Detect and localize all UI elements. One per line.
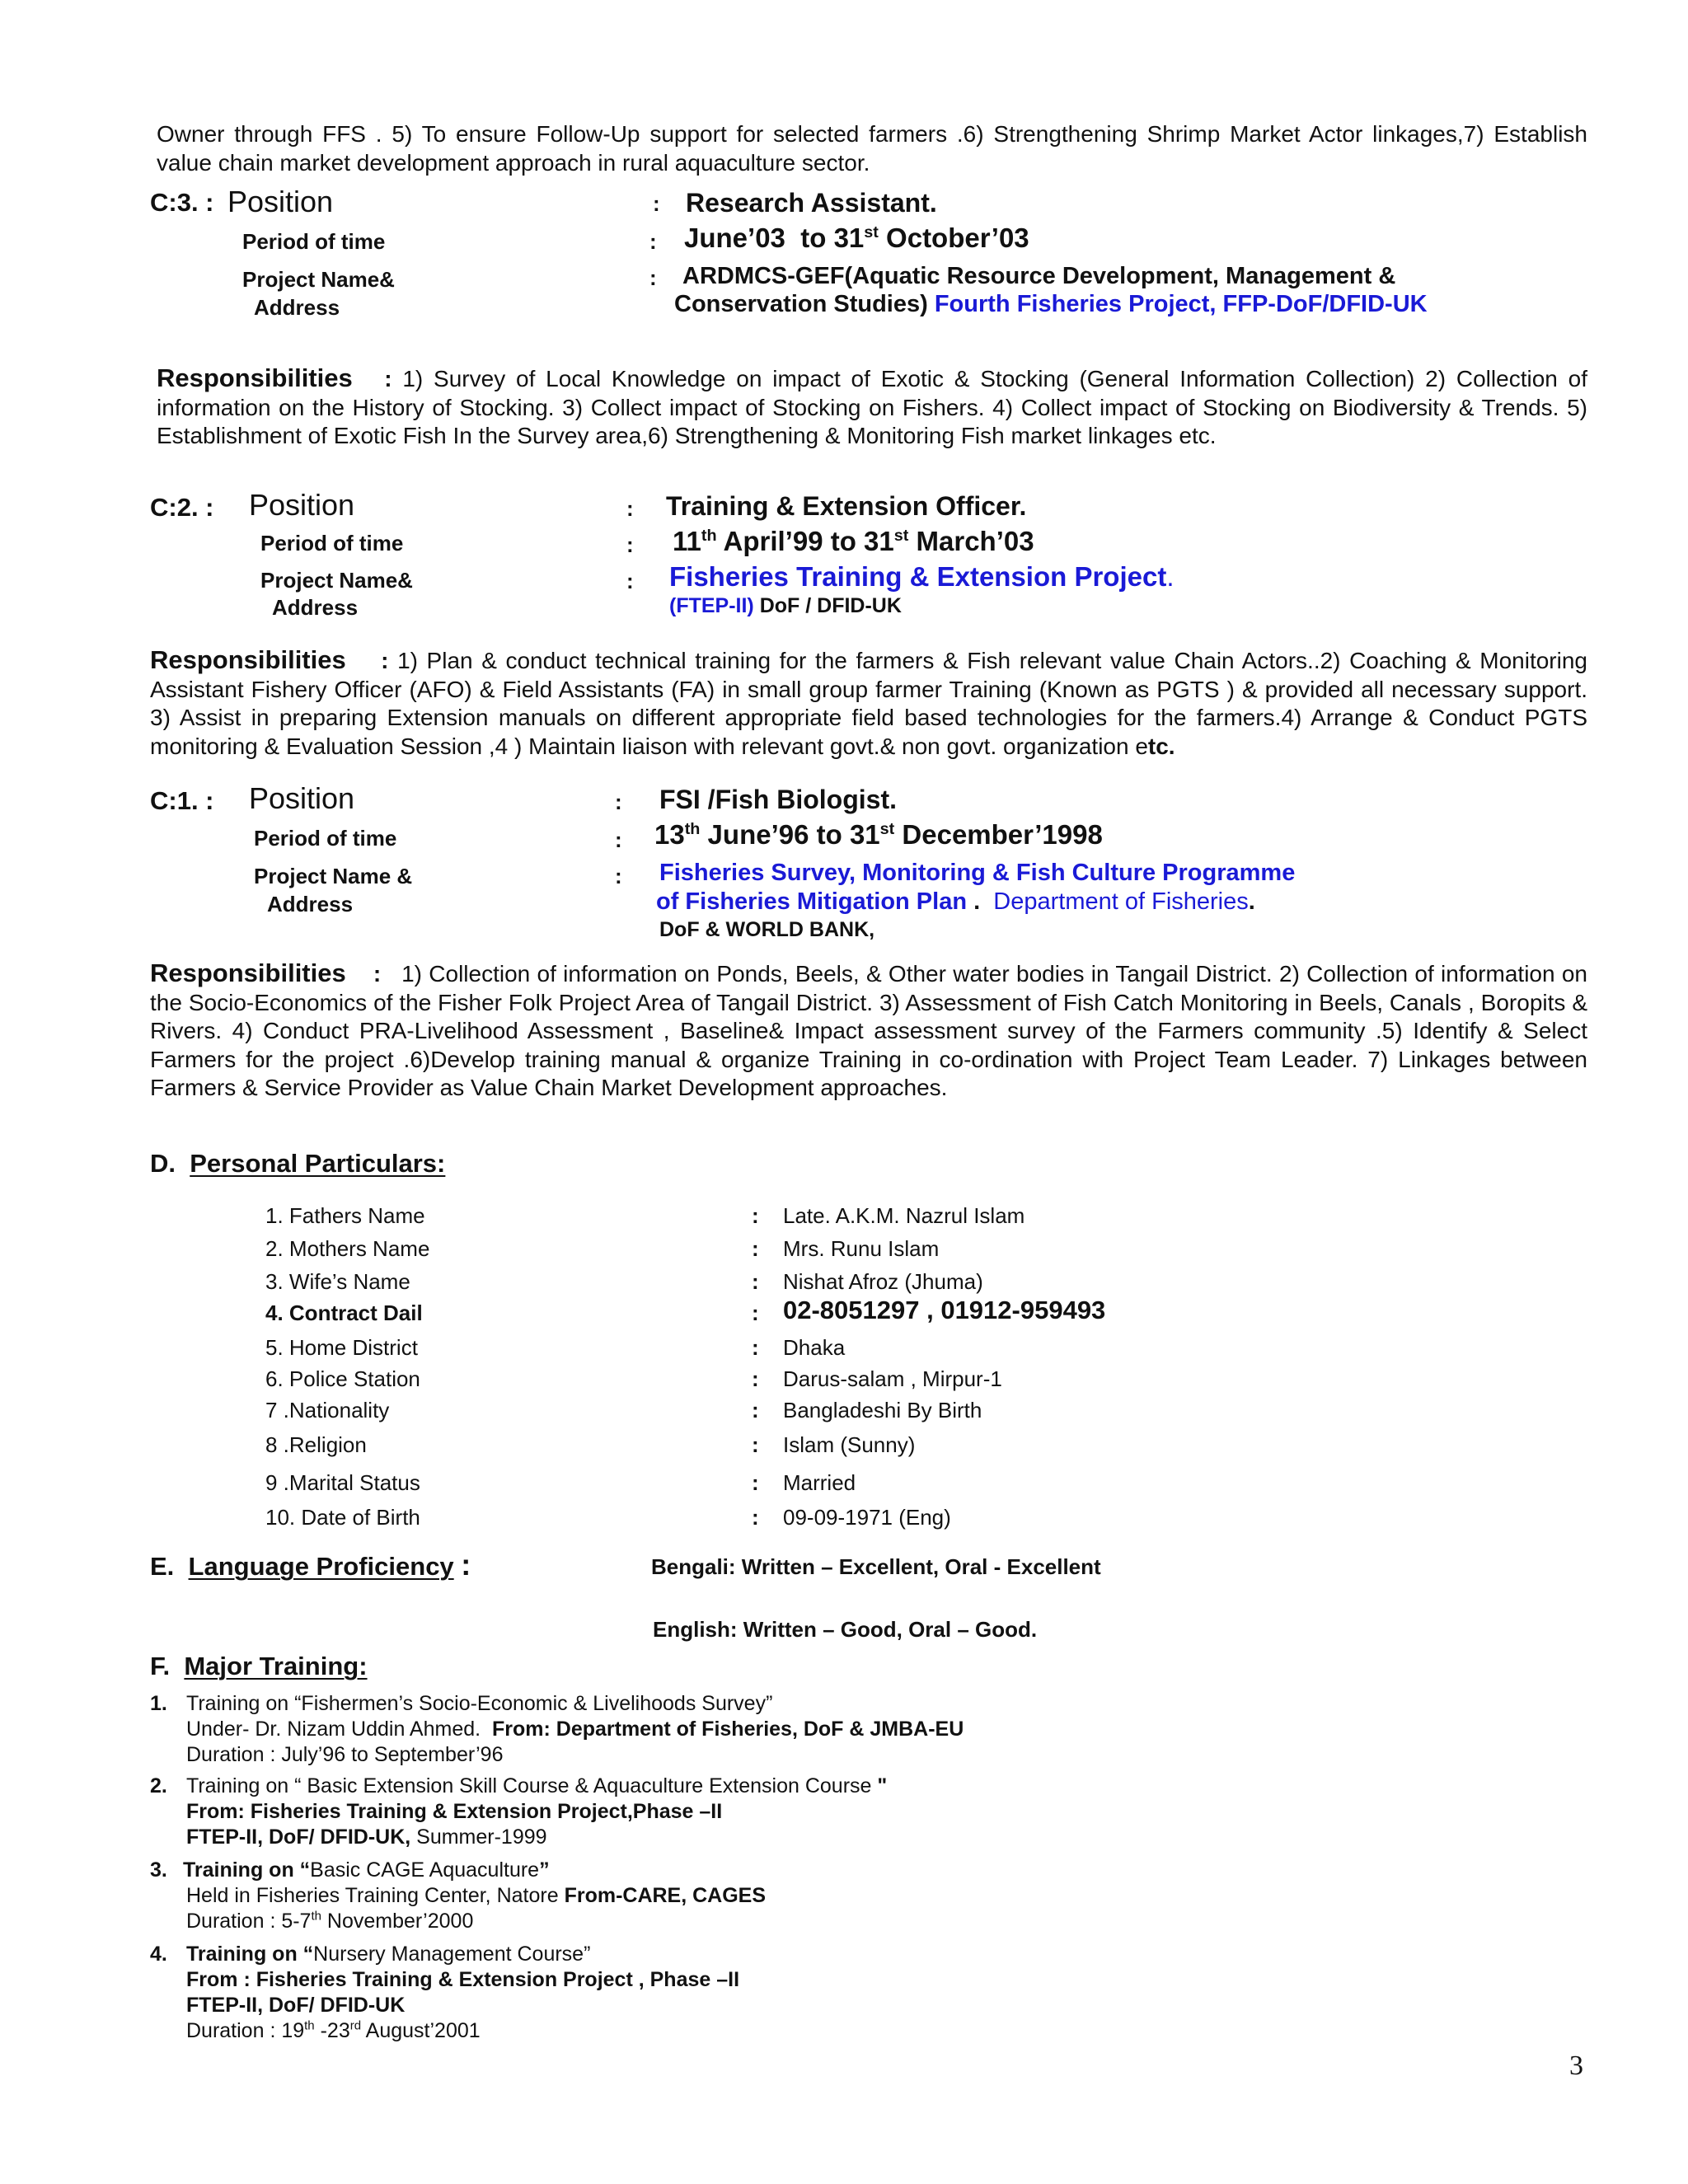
c1-colon-3: : [615,864,622,888]
c3-position-label: Position [227,185,334,218]
c3-period-label: Period of time [242,229,386,254]
intro-paragraph: Owner through FFS . 5) To ensure Follow-Up support for selected farmers .6) Strengthening Shrimp Market Actor linkages,7) Establish value chain market development approach in rural aquaculture sector. [157,121,1587,176]
personal-label: 5. Home District [265,1335,418,1360]
personal-label: 1. Fathers Name [265,1203,425,1228]
personal-colon: : [752,1236,759,1261]
personal-value: 09-09-1971 (Eng) [783,1505,951,1530]
personal-label: 8 .Religion [265,1432,367,1457]
personal-value: Mrs. Runu Islam [783,1236,940,1261]
c1-responsibilities: Responsibilities : 1) Collection of information on Ponds, Beels, & Other water bodies in Tangail District. 2) Collection of information on the Socio-Economics of the Fisher Folk Project Area of Tangail District. 3) Assessment of Fish Catch Monitoring in Beels, Canals , Boropits & Rivers. 4) Conduct PRA-Livelihood Assessment , Baseline& Impact assessment survey of the Farmers community .5) Identify & Select Farmers for the project .6)Develop training manual & organize Training in co-ordination with Project Team Leader. 7) Linkages between Farmers & Service Provider as Value Chain Market Development approaches. [150,958,1588,1100]
training-item-2: 2. Training on “ Basic Extension Skill Course & Aquaculture Extension Course " From: Fisheries Training & Extension Project,Phase –II FTEP-II, DoF/ DFID-UK, Summer-1999 [150,1774,888,1849]
personal-colon: : [752,1432,759,1457]
c3-id: C:3. : [150,188,214,217]
c2-responsibilities: Responsibilities : 1) Plan & conduct technical training for the farmers & Fish relevant value Chain Actors..2) Coaching & Monitoring Assistant Fishery Officer (AFO) & Field Assistants (FA) in small group farmer Training (Known as PGTS ) & provided all necessary support. 3) Assist in preparing Extension manuals on different appropriate field based technologies for the farmers.4) Arrange & Conduct PGTS monitoring & Evaluation Session ,4 ) Maintain liaison with relevant govt.& non govt. organization etc. [150,645,1587,759]
personal-label: 4. Contract Dail [265,1301,423,1325]
c2-position-label: Position [249,488,355,522]
c2-project-label: Project Name& Address [260,568,413,620]
personal-label: 10. Date of Birth [265,1505,420,1530]
personal-colon: : [752,1301,759,1325]
personal-colon: : [752,1366,759,1391]
training-item-3: 3. Training on “Basic CAGE Aquaculture” Held in Fisheries Training Center, Natore From-CARE, CAGES Duration : 5-7th November’2000 [150,1858,767,1933]
personal-value: Nishat Afroz (Jhuma) [783,1269,983,1294]
personal-label: 9 .Marital Status [265,1470,420,1495]
personal-heading: D. Personal Particulars: [150,1149,446,1178]
c1-period-label: Period of time [254,826,397,851]
c2-colon-2: : [626,532,634,557]
c3-position: Research Assistant. [686,188,937,218]
personal-value: Darus-salam , Mirpur-1 [783,1366,1002,1391]
c3-period: June’03 to 31st October’03 [684,223,1029,253]
c1-colon-2: : [615,827,622,852]
personal-label: 2. Mothers Name [265,1236,430,1261]
c3-project-label: Project Name& Address [242,267,395,320]
personal-colon: : [752,1335,759,1360]
personal-colon: : [752,1505,759,1530]
c1-colon-1: : [615,790,622,814]
personal-value: Bangladeshi By Birth [783,1398,982,1422]
personal-value: Late. A.K.M. Nazrul Islam [783,1203,1025,1228]
personal-value: Dhaka [783,1335,846,1360]
personal-label: 7 .Nationality [265,1398,390,1422]
c2-colon-1: : [626,496,634,521]
personal-label: 6. Police Station [265,1366,420,1391]
page-number: 3 [1569,2050,1583,2081]
c2-period: 11th April’99 to 31st March’03 [673,526,1034,556]
c1-period: 13th June’96 to 31st December’1998 [654,819,1103,850]
training-heading: F. Major Training: [150,1652,368,1680]
personal-colon: : [752,1269,759,1294]
personal-colon: : [752,1398,759,1422]
personal-value: Islam (Sunny) [783,1432,916,1457]
language-heading: E. Language Proficiency : [150,1548,471,1582]
personal-colon: : [752,1203,759,1228]
c3-project: ARDMCS-GEF(Aquatic Resource Development, Management & Conservation Studies) Fourth Fisheries Project, FFP-DoF/DFID-UK [674,263,1428,317]
c1-id: C:1. : [150,786,214,815]
c3-colon-1: : [653,191,660,216]
personal-value: Married [783,1470,856,1495]
c1-project-label: Project Name & Address [254,864,413,916]
c2-period-label: Period of time [260,531,404,555]
training-item-1: 1. Training on “Fishermen’s Socio-Economic & Livelihoods Survey” Under- Dr. Nizam Uddin Ahmed. From: Department of Fisheries, DoF & JMBA-EU Duration : July’96 to September’96 [150,1692,964,1766]
personal-colon: : [752,1470,759,1495]
c3-colon-3: : [649,265,657,290]
language-bengali: Bengali: Written – Excellent, Oral - Excellent [651,1554,1101,1579]
c2-position: Training & Extension Officer. [666,491,1027,521]
training-item-4: 4. Training on “Nursery Management Course” From : Fisheries Training & Extension Project , Phase –II FTEP-II, DoF/ DFID-UK Duration : 19th -23rd August’2001 [150,1943,740,2042]
c1-position: FSI /Fish Biologist. [659,785,897,814]
c2-colon-3: : [626,569,634,593]
personal-label: 3. Wife’s Name [265,1269,410,1294]
language-english: English: Written – Good, Oral – Good. [653,1617,1038,1642]
c1-position-label: Position [249,781,355,815]
c3-responsibilities: Responsibilities : 1) Survey of Local Knowledge on impact of Exotic & Stocking (General Information Collection) 2) Collection of information on the History of Stocking. 3) Collect impact of Stocking on Fishers. 4) Collect impact of Stocking on Biodiversity & Trends. 5) Establishment of Exotic Fish In the Survey area,6) Strengthening & Monitoring Fish market linkages etc. [157,363,1588,448]
c3-colon-2: : [649,229,657,254]
c2-id: C:2. : [150,493,214,522]
personal-value: 02-8051297 , 01912-959493 [783,1296,1106,1324]
c2-project: Fisheries Training & Extension Project. (FTEP-II) DoF / DFID-UK [669,561,1175,617]
c1-project: Fisheries Survey, Monitoring & Fish Culture Programme of Fisheries Mitigation Plan . Department of Fisheries. DoF & WORLD BANK, [656,860,1296,941]
